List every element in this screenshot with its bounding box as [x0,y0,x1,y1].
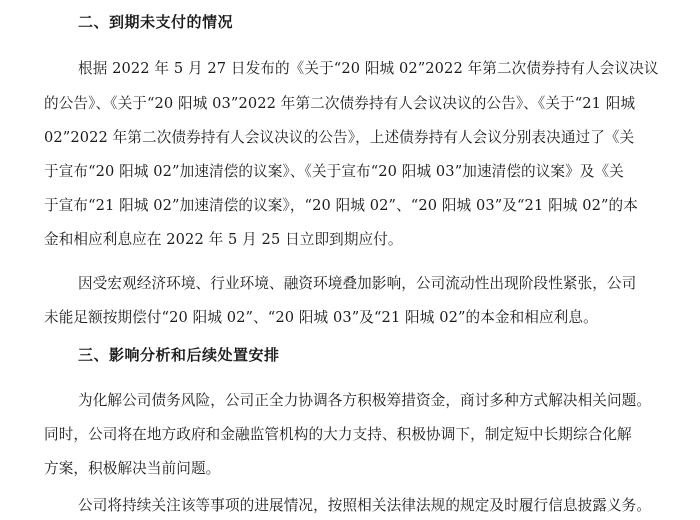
paragraph-line: 的公告》、《关于“20 阳城 03”2022 年第二次债券持有人会议决议的公告》、《关于“21 阳城 [44,95,636,112]
section-heading-unpaid: 二、到期未支付的情况 [78,13,234,31]
paragraph-line: 方案，积极解决当前问题。 [44,460,221,477]
paragraph-line: 因受宏观经济环境、行业环境、融资环境叠加影响，公司流动性出现阶段性紧张，公司 [78,275,637,292]
paragraph-line: 金和相应利息应在 2022 年 5 月 25 日立即到期应付。 [44,231,403,248]
paragraph-line: 为化解公司债务风险，公司正全力协调各方积极筹措资金，商讨多种方式解决相关问题。 [78,392,652,409]
paragraph-line: 于宣布“20 阳城 02”加速清偿的议案》、《关于宣布“20 阳城 03”加速清偿的议案》及《关 [44,163,624,180]
section-heading-impact: 三、影响分析和后续处置安排 [78,346,280,364]
paragraph-line: 于宣布“21 阳城 02”加速清偿的议案》，“20 阳城 02”、“20 阳城 03”及“21 阳城 02”的本 [44,197,638,214]
paragraph-line: 02”2022 年第二次债券持有人会议决议的公告》，上述债券持有人会议分别表决通过了《关 [44,129,635,146]
paragraph-line: 未能足额按期偿付“20 阳城 02”、“20 阳城 03”及“21 阳城 02”的本金和相应利息。 [44,309,598,326]
paragraph-line: 公司将持续关注该等事项的进展情况，按照相关法律法规的规定及时履行信息披露义务。 [78,497,652,514]
paragraph-line: 同时，公司将在地方政府和金融监管机构的大力支持、积极协调下，制定短中长期综合化解 [44,426,632,443]
paragraph-line: 根据 2022 年 5 月 27 日发布的《关于“20 阳城 02”2022 年第二次债券持有人会议决议 [78,60,659,77]
